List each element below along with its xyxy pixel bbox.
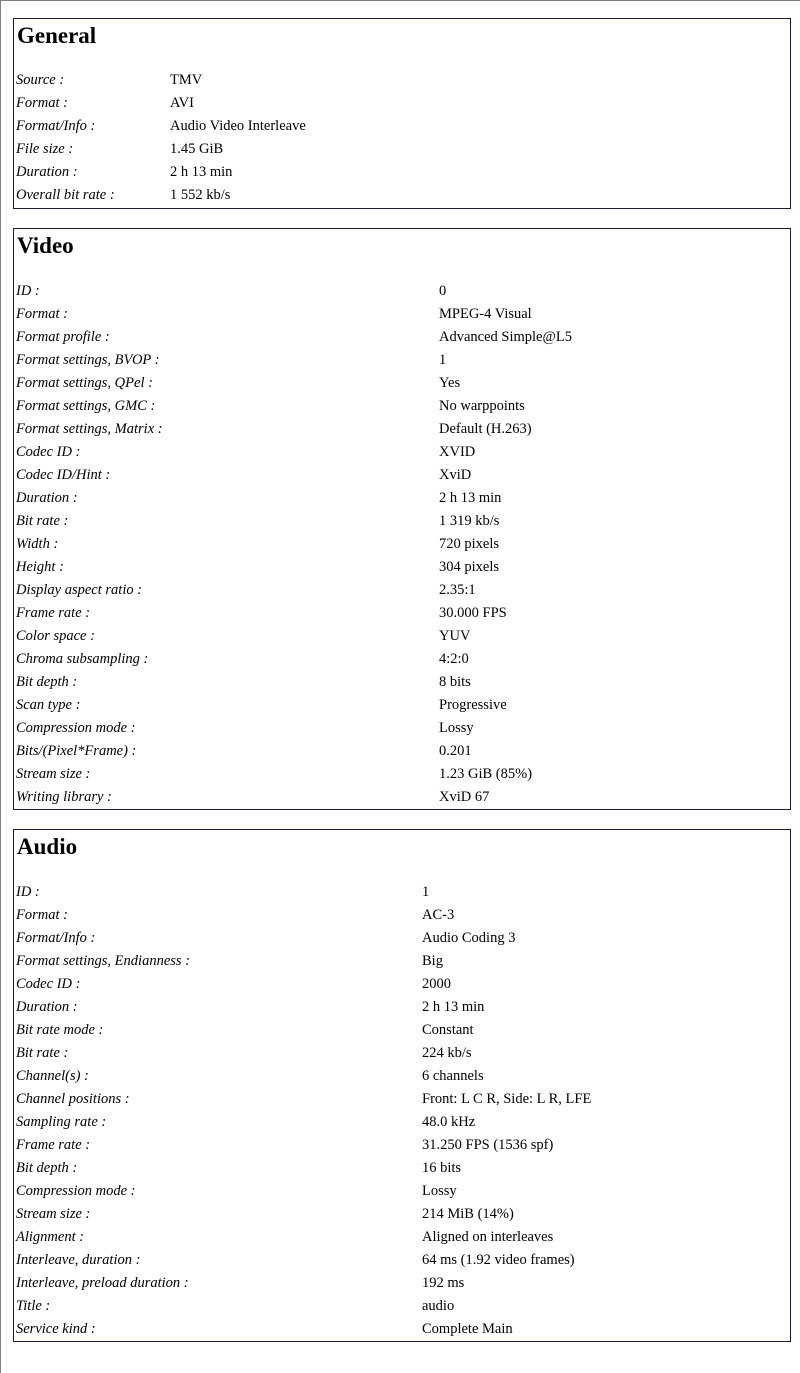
field-value: XVID: [439, 444, 476, 460]
table-row: [16, 786, 572, 809]
field-value: 64 ms (1.92 video frames): [422, 1252, 575, 1268]
table-row: [16, 69, 306, 92]
table-row: [16, 1203, 591, 1226]
field-label: Bit rate :: [16, 1045, 69, 1061]
table-row: [16, 602, 572, 625]
field-value: 2 h 13 min: [422, 999, 485, 1015]
field-label: Width :: [16, 536, 59, 552]
field-value: audio: [422, 1298, 455, 1314]
field-value: 1: [439, 352, 447, 368]
field-label: ID :: [16, 283, 40, 299]
field-value: 1.45 GiB: [170, 141, 224, 157]
table-row: [16, 1272, 591, 1295]
field-value: 304 pixels: [439, 559, 500, 575]
field-label: Frame rate :: [16, 605, 91, 621]
field-label: Interleave, duration :: [16, 1252, 141, 1268]
table-row: [16, 184, 306, 207]
table-row: [16, 996, 591, 1019]
field-value: XviD: [439, 467, 472, 483]
field-label: Codec ID :: [16, 444, 81, 460]
table-row: [16, 648, 572, 671]
table-row: [16, 280, 572, 303]
field-value: Lossy: [439, 720, 474, 736]
table-row: [16, 441, 572, 464]
field-value: AC-3: [422, 907, 455, 923]
table-row: [16, 694, 572, 717]
field-value: 2 h 13 min: [170, 164, 233, 180]
video-section: [13, 228, 791, 810]
table-row: [16, 510, 572, 533]
field-label: Bits/(Pixel*Frame) :: [16, 743, 137, 759]
field-label: Compression mode :: [16, 720, 136, 736]
table-row: [16, 533, 572, 556]
table-row: [16, 92, 306, 115]
table-row: [16, 625, 572, 648]
field-value: 2000: [422, 976, 451, 992]
field-label: Stream size :: [16, 766, 91, 782]
table-row: [16, 1295, 591, 1318]
field-value: 4:2:0: [439, 651, 469, 667]
field-label: Source :: [16, 72, 65, 88]
field-value: Advanced Simple@L5: [439, 329, 572, 345]
table-row: [16, 138, 306, 161]
field-value: Progressive: [439, 697, 507, 713]
field-value: 6 channels: [422, 1068, 484, 1084]
table-row: [16, 115, 306, 138]
field-label: Frame rate :: [16, 1137, 91, 1153]
table-row: [16, 1088, 591, 1111]
field-value: 16 bits: [422, 1160, 462, 1176]
table-row: [16, 372, 572, 395]
field-label: Chroma subsampling :: [16, 651, 149, 667]
field-label: Alignment :: [16, 1229, 85, 1245]
table-row: [16, 881, 591, 904]
field-label: Duration :: [16, 490, 78, 506]
field-label: File size :: [16, 141, 74, 157]
field-value: Complete Main: [422, 1321, 513, 1337]
field-value: Aligned on interleaves: [422, 1229, 554, 1245]
field-label: Bit rate mode :: [16, 1022, 104, 1038]
table-row: [16, 1249, 591, 1272]
field-value: Default (H.263): [439, 421, 532, 437]
field-value: 720 pixels: [439, 536, 500, 552]
table-row: [16, 1157, 591, 1180]
field-value: 192 ms: [422, 1275, 465, 1291]
table-row: [16, 1042, 591, 1065]
field-value: 0: [439, 283, 447, 299]
field-value: 224 kb/s: [422, 1045, 472, 1061]
field-label: Overall bit rate :: [16, 187, 115, 203]
field-value: Constant: [422, 1022, 474, 1038]
field-label: Codec ID/Hint :: [16, 467, 111, 483]
field-label: Compression mode :: [16, 1183, 136, 1199]
field-label: Color space :: [16, 628, 95, 644]
field-label: Format/Info :: [16, 930, 96, 946]
field-value: Front: L C R, Side: L R, LFE: [422, 1091, 592, 1107]
field-label: Bit depth :: [16, 674, 78, 690]
field-label: Duration :: [16, 164, 78, 180]
field-label: Display aspect ratio :: [16, 582, 143, 598]
general-section: [13, 18, 791, 209]
field-value: 2.35:1: [439, 582, 476, 598]
table-row: [16, 161, 306, 184]
field-value: 0.201: [439, 743, 472, 759]
field-value: 31.250 FPS (1536 spf): [422, 1137, 554, 1153]
table-row: [16, 1180, 591, 1203]
table-row: [16, 763, 572, 786]
field-label: Duration :: [16, 999, 78, 1015]
field-value: 1 319 kb/s: [439, 513, 500, 529]
field-value: XviD 67: [439, 789, 490, 805]
field-value: YUV: [439, 628, 471, 644]
field-value: No warppoints: [439, 398, 525, 414]
field-value: 30.000 FPS: [439, 605, 507, 621]
table-row: [16, 1226, 591, 1249]
field-label: Format profile :: [16, 329, 110, 345]
field-value: Yes: [439, 375, 461, 391]
field-label: Format settings, Matrix :: [16, 421, 163, 437]
field-label: Codec ID :: [16, 976, 81, 992]
table-row: [16, 740, 572, 763]
field-value: Audio Video Interleave: [170, 118, 306, 134]
section-title: Audio: [17, 834, 78, 859]
info-table: [16, 69, 306, 207]
field-label: Stream size :: [16, 1206, 91, 1222]
table-row: [16, 326, 572, 349]
field-value: MPEG-4 Visual: [439, 306, 532, 322]
table-row: [16, 556, 572, 579]
field-label: Channel(s) :: [16, 1068, 89, 1084]
table-row: [16, 671, 572, 694]
field-label: Scan type :: [16, 697, 81, 713]
table-row: [16, 1019, 591, 1042]
section-title: General: [17, 23, 97, 48]
field-value: 48.0 kHz: [422, 1114, 476, 1130]
field-value: AVI: [170, 95, 194, 111]
field-label: Format settings, QPel :: [16, 375, 153, 391]
field-label: Bit rate :: [16, 513, 69, 529]
field-label: Format :: [16, 306, 68, 322]
field-label: Height :: [16, 559, 64, 575]
section-title: Video: [17, 233, 74, 258]
table-row: [16, 927, 591, 950]
table-row: [16, 717, 572, 740]
field-label: Sampling rate :: [16, 1114, 107, 1130]
field-value: 1 552 kb/s: [170, 187, 231, 203]
table-row: [16, 303, 572, 326]
table-row: [16, 1318, 591, 1341]
field-value: 214 MiB (14%): [422, 1206, 514, 1222]
field-value: Audio Coding 3: [422, 930, 516, 946]
field-label: Interleave, preload duration :: [16, 1275, 189, 1291]
table-row: [16, 973, 591, 996]
field-label: Title :: [16, 1298, 51, 1314]
table-row: [16, 464, 572, 487]
field-label: Service kind :: [16, 1321, 96, 1337]
table-row: [16, 950, 591, 973]
field-value: 1.23 GiB (85%): [439, 766, 533, 782]
table-row: [16, 349, 572, 372]
field-label: Format settings, BVOP :: [16, 352, 160, 368]
info-table: [16, 280, 572, 809]
field-label: Format :: [16, 95, 68, 111]
table-row: [16, 487, 572, 510]
info-table: [16, 881, 591, 1341]
field-value: Lossy: [422, 1183, 457, 1199]
field-label: Writing library :: [16, 789, 112, 805]
table-row: [16, 1111, 591, 1134]
field-label: Format settings, Endianness :: [16, 953, 190, 969]
field-value: Big: [422, 953, 443, 969]
field-label: Format/Info :: [16, 118, 96, 134]
field-label: Bit depth :: [16, 1160, 78, 1176]
field-label: Format settings, GMC :: [16, 398, 156, 414]
field-value: 2 h 13 min: [439, 490, 502, 506]
field-value: TMV: [170, 72, 203, 88]
table-row: [16, 1134, 591, 1157]
field-label: Format :: [16, 907, 68, 923]
audio-section: [13, 829, 791, 1342]
table-row: [16, 579, 572, 602]
field-label: Channel positions :: [16, 1091, 130, 1107]
table-row: [16, 418, 572, 441]
field-label: ID :: [16, 884, 40, 900]
table-row: [16, 904, 591, 927]
field-value: 8 bits: [439, 674, 471, 690]
table-row: [16, 395, 572, 418]
table-row: [16, 1065, 591, 1088]
field-value: 1: [422, 884, 430, 900]
